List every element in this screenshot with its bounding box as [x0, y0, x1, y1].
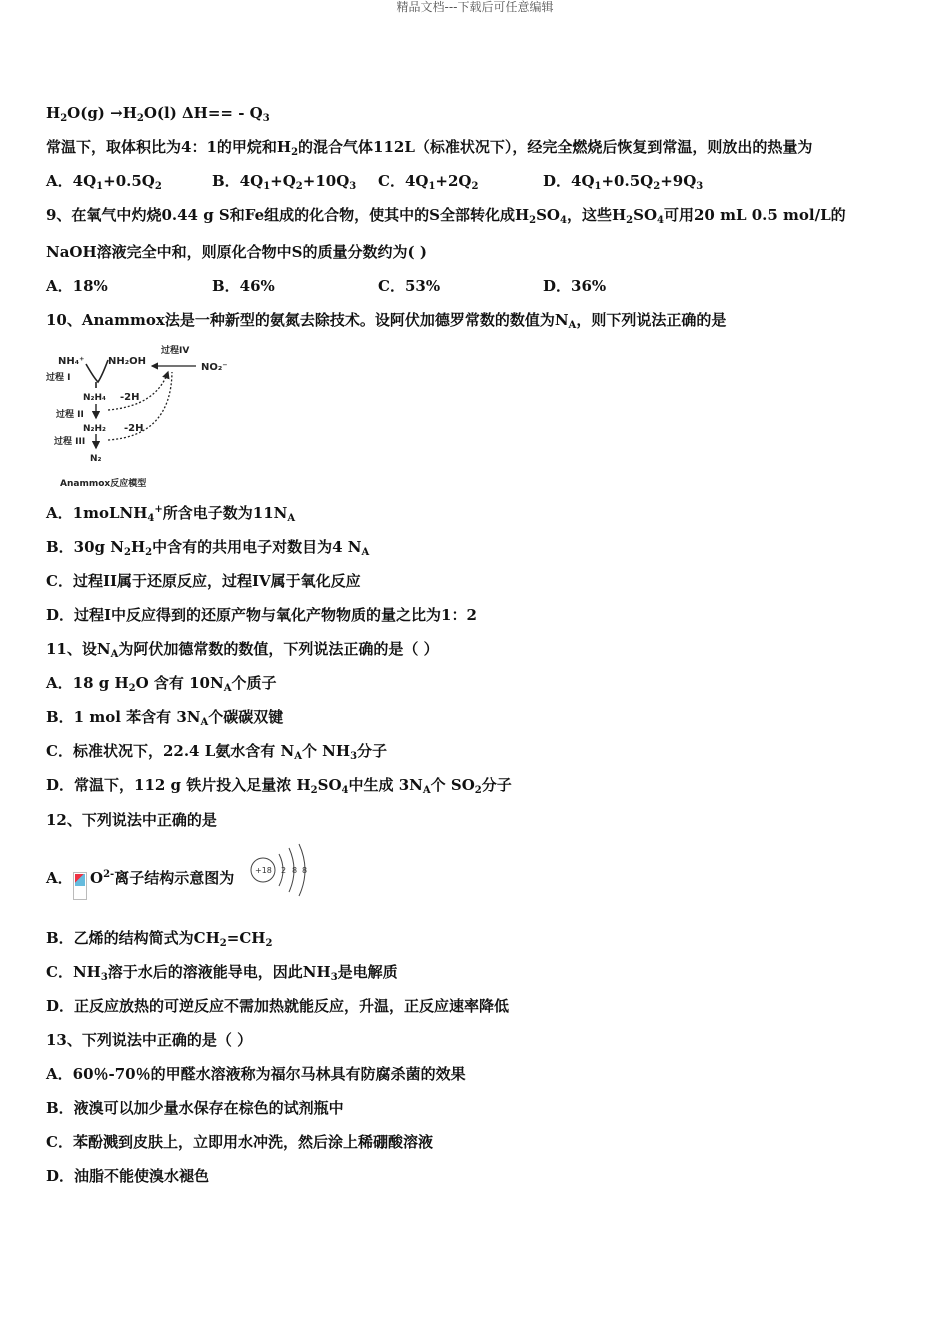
- ion-shell-1-count: 2: [281, 866, 287, 875]
- q10-option-c: C．过程II属于还原反应，过程IV属于氧化反应: [46, 572, 361, 590]
- q13-option-c: C．苯酚溅到皮肤上，立即用水冲洗，然后涂上稀硼酸溶液: [46, 1133, 433, 1151]
- broken-image-icon: [73, 872, 87, 900]
- anammox-diagram: [46, 340, 246, 492]
- q13-stem: 13、下列说法中正确的是（ ）: [46, 1031, 253, 1049]
- equation-line: $H_2O(g) \to H_2O(l)$ $\Delta H== - Q_3$: [46, 104, 270, 124]
- process-iii-label: 过程 III: [54, 437, 86, 447]
- q13-option-b: B．液溴可以加少量水保存在棕色的试剂瓶中: [46, 1099, 344, 1117]
- q8-option-c: C．$4Q_1+2Q_2$: [378, 172, 479, 192]
- q13-option-a: A．60％-70％的甲醛水溶液称为福尔马林具有防腐杀菌的效果: [46, 1065, 466, 1083]
- q9-option-a: A．18%: [46, 277, 108, 295]
- ion-nucleus-label: +18: [255, 866, 272, 875]
- q8-option-a: A．$4Q_1+0.5Q_2$: [46, 172, 162, 192]
- minus-2h-label-1: -2H: [120, 392, 140, 403]
- q12-option-a-prefix: A．: [46, 869, 73, 887]
- anammox-caption: Anammox反应模型: [60, 479, 147, 489]
- q12-stem: 12、下列说法中正确的是: [46, 811, 217, 829]
- process-ii-label: 过程 II: [56, 410, 84, 420]
- q9-option-d: D．36%: [543, 277, 607, 295]
- process-iv-label: 过程IV: [161, 346, 190, 356]
- q11-option-d: D．常温下，112 g 铁片投入足量浓 $H_2SO_4$中生成 $3N_A$个 $SO_2$分子: [46, 776, 512, 796]
- q10-option-d: D．过程I中反应得到的还原产物与氧化产物物质的量之比为1：2: [46, 606, 477, 624]
- q11-option-b: B．1 mol 苯含有 $3N_A$个碳碳双键: [46, 708, 284, 728]
- nh2oh-label: NH₂OH: [108, 356, 146, 367]
- ion-shell-2-count: 8: [292, 866, 298, 875]
- v-merge-arrow: [86, 360, 108, 382]
- minus-2h-label-2: -2H: [124, 423, 144, 434]
- q10-option-b: B．30g $N_2H_2$中含有的共用电子对数目为4 $N_A$: [46, 538, 370, 558]
- q11-stem: 11、设$N_A$为阿伏加德常数的数值，下列说法正确的是（ ）: [46, 640, 439, 660]
- q8-stem: 常温下，取体积比为4：1的甲烷和$H_2$的混合气体112L（标准状况下），经完全燃烧后恢复到常温，则放出的热量为: [46, 138, 813, 158]
- n2-label: N₂: [90, 454, 102, 464]
- q9-stem-line2: NaOH溶液完全中和，则原化合物中S的质量分数约为( ): [46, 243, 427, 261]
- q8-option-b: B．$4Q_1+Q_2+10Q_3$: [212, 172, 357, 192]
- q12-option-a-text: $O^{2-}$离子结构示意图为: [90, 869, 235, 887]
- no2-label: NO₂⁻: [201, 362, 228, 373]
- q12-option-d: D．正反应放热的可逆反应不需加热就能反应，升温，正反应速率降低: [46, 997, 510, 1015]
- q9-stem-line1: 9、在氧气中灼烧0.44 g S和Fe组成的化合物，使其中的S全部转化成$H_2SO_4$，这些$H_2SO_4$可用20 mL 0.5 mol/L的: [46, 206, 846, 226]
- q11-option-a: A．18 g $H_2O$ 含有 $10N_A$个质子: [46, 674, 277, 694]
- q13-option-d: D．油脂不能使溴水褪色: [46, 1167, 210, 1185]
- ion-structure-diagram: [245, 840, 315, 900]
- page-header: 精品文档---下载后可任意编辑: [396, 0, 554, 14]
- process-i-label: 过程 I: [46, 373, 71, 383]
- q9-option-b: B．46%: [212, 277, 275, 295]
- q12-option-b: B．乙烯的结构简式为$CH_2=CH_2$: [46, 929, 273, 949]
- q10-option-a: A．1moLNH$_4$+所含电子数为$11N_A$: [46, 504, 296, 524]
- n2h4-label: N₂H₄: [83, 393, 106, 403]
- q12-option-c: C．$NH_3$溶于水后的溶液能导电，因此$NH_3$是电解质: [46, 963, 398, 983]
- q9-option-c: C．53%: [378, 277, 441, 295]
- nh4-label: NH₄⁺: [58, 356, 85, 367]
- q11-option-c: C．标准状况下，22.4 L氨水含有 $N_A$个 $NH_3$分子: [46, 742, 388, 762]
- q8-option-d: D．$4Q_1+0.5Q_2+9Q_3$: [543, 172, 704, 192]
- ion-shell-3-count: 8: [302, 866, 308, 875]
- n2h2-label: N₂H₂: [83, 424, 106, 434]
- q10-stem: 10、Anammox法是一种新型的氨氮去除技术。设阿伏加德罗常数的数值为$N_A$，则下列说法正确的是: [46, 311, 727, 331]
